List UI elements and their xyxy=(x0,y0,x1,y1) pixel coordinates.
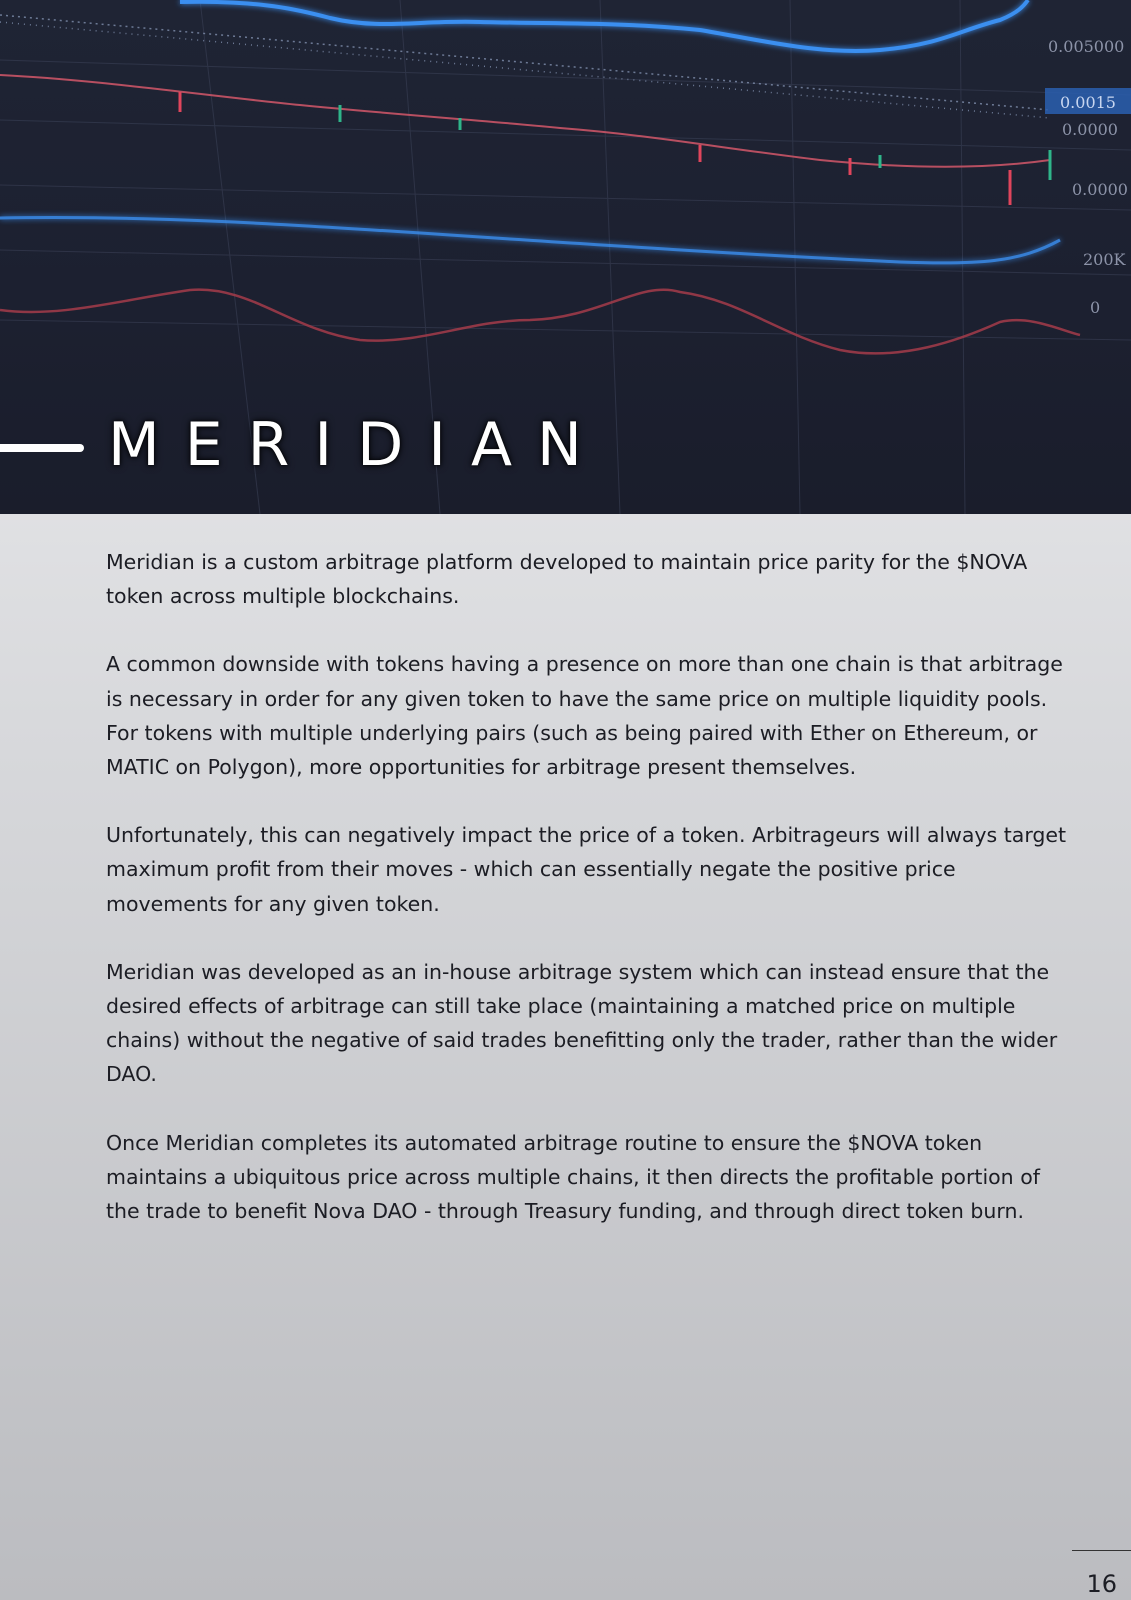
axis-label: 0.005000 xyxy=(1048,37,1125,56)
axis-label: 0.0015 xyxy=(1060,93,1116,112)
paragraph: Unfortunately, this can negatively impact the price of a token. Arbitrageurs will always target maximum profit from their moves - which can essentially negate the positive price movements for any given token. xyxy=(106,823,1067,916)
hero-banner xyxy=(0,0,1131,514)
paragraph: Once Meridian completes its automated arbitrage routine to ensure the $NOVA token maintains a ubiquitous price across multiple chains, it then directs the profitable portion of the trade to benefit Nova DAO - through Treasury funding, and through direct token burn. xyxy=(106,1130,1040,1224)
paragraph: Meridian was developed as an in-house arbitrage system which can instead ensure that the desired effects of arbitrage can still take place (maintaining a matched price on multiple chains) without the negative of said trades benefitting only the trader, rather than the wider DAO. xyxy=(106,959,1058,1087)
axis-label: 0.0000 xyxy=(1072,180,1128,199)
page-title: MERIDIAN xyxy=(108,410,607,480)
axis-label: 200K xyxy=(1083,250,1126,269)
page-number-rule xyxy=(1072,1550,1131,1551)
paragraph: Meridian is a custom arbitrage platform developed to maintain price parity for the $NOVA token across multiple blockchains. xyxy=(106,550,1028,609)
article-body xyxy=(106,545,1076,1262)
axis-label: 0 xyxy=(1090,298,1101,317)
paragraph: A common downside with tokens having a presence on more than one chain is that arbitrage is necessary in order for any given token to have the same price on multiple liquidity pools. For tokens with multiple underlying pairs (such as being paired with Ether on Ethereum, or MATIC on Polygon), more opportunities for arbitrage present themselves. xyxy=(106,652,1063,780)
axis-label: 0.0000 xyxy=(1062,120,1118,139)
title-accent-line xyxy=(0,444,84,452)
page-number: 16 xyxy=(1086,1570,1117,1598)
